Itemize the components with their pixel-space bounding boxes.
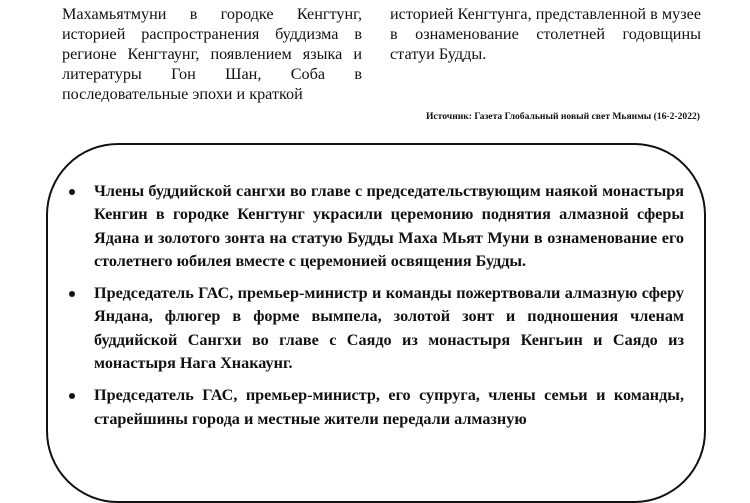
bullet-list — [62, 180, 684, 440]
bullet-item — [62, 384, 684, 431]
bullet-text: Члены буддийской сангхи во главе с председательствующим наякой монастыря Кенгин в городке Кенгтунг украсили церемонию поднятия алмазной сферы Ядана и золотого зонта на статую Будды Маха Мьят Муни в ознаменование его столетнего юбилея вместе с церемонией освящения Будды. — [94, 182, 684, 270]
bullet-text: Председатель ГАС, премьер-министр и команды пожертвовали алмазную сферу Яндана, флюгер в форме вымпела, золотой зонт и подношения членам буддийской Сангхи во главе с Саядо из монастыря Кенгьин и Саядо из монастыря Нага Хнакаунг. — [94, 284, 684, 373]
bullet-text: Председатель ГАС, премьер-министр, его супруга, члены семьи и команды, старейшины города и местные жители передали алмазную — [94, 386, 684, 428]
bullet-item — [62, 180, 684, 273]
bullet-dot-icon — [69, 291, 75, 297]
left-column-text: Махамьятмуни в городке Кенгтунг, историей распространения буддизма в регионе Кенгтаунг, появлением языка и литературы Гон Шан, Соба в последовательные эпохи и краткой — [62, 5, 362, 103]
source-citation: Источник: Газета Глобальный новый свет Мьянмы (16-2-2022) — [425, 111, 700, 122]
bullet-dot-icon — [69, 189, 75, 195]
bullet-item — [62, 282, 684, 375]
right-column-text: историей Кенгтунга, представленной в музее в ознаменование столетней годовщины статуи Будды. — [390, 5, 701, 63]
bullet-dot-icon — [69, 393, 75, 399]
